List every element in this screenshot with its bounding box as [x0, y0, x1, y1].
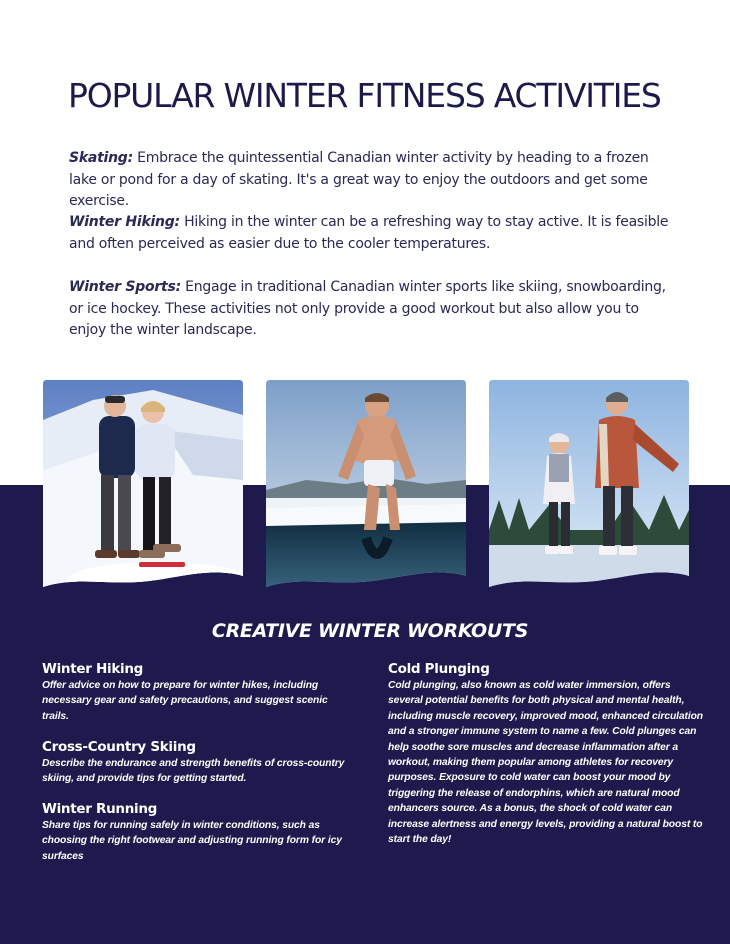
intro-text: Embrace the quintessential Canadian winter activity by heading to a frozen lake or pond for a day of skating. It's a great way to enjoy the outdoors and get some exercise. — [69, 150, 649, 209]
workout-text: Offer advice on how to prepare for winter hikes, including necessary gear and safety precautions, and suggest scenic trails. — [42, 680, 328, 722]
workout-title: Cross-Country Skiing — [42, 739, 196, 755]
intro-winter-hiking — [69, 212, 669, 255]
intro-skating — [69, 148, 669, 213]
photo-snowshoeing — [43, 380, 243, 592]
workout-text: Describe the endurance and strength benefits of cross-country skiing, and provide tips for getting started. — [42, 758, 345, 785]
intro-text: Engage in traditional Canadian winter sports like skiing, snowboarding, or ice hockey. These activities not only provide a good workout but also allow you to enjoy the winter landscape. — [69, 279, 666, 338]
intro-lead: Skating: — [69, 150, 133, 166]
intro-winter-sports — [69, 277, 669, 342]
workout-title: Cold Plunging — [388, 661, 490, 677]
workout-winter-hiking — [42, 661, 352, 724]
workout-winter-running — [42, 801, 352, 864]
workout-title: Winter Hiking — [42, 661, 144, 677]
photo-skating — [489, 380, 689, 592]
intro-lead: Winter Sports: — [69, 279, 181, 295]
intro-text: Hiking in the winter can be a refreshing way to stay active. It is feasible and often perceived as easier due to the cooler temperatures. — [69, 214, 669, 252]
page-title: POPULAR WINTER FITNESS ACTIVITIES — [68, 76, 661, 115]
workout-text: Cold plunging, also known as cold water immersion, offers several potential benefits for both physical and mental health, including muscle recovery, improved mood, enhanced circulation and a stronger immune system to name a few. Cold plunges can help soothe sore muscles and decrease inflammation after a workout, making them popular among athletes for recovery purposes. Exposure to cold water can boost your mood by triggering the release of endorphins, which are natural mood enhancers source. As a bonus, the shock of cold water can increase alertness and energy levels, providing a natural boost to start the day! — [388, 680, 703, 846]
workout-cross-country-skiing — [42, 739, 352, 787]
workout-title: Winter Running — [42, 801, 158, 817]
intro-lead: Winter Hiking: — [69, 214, 180, 230]
workout-cold-plunging — [388, 661, 706, 847]
section-title: CREATIVE WINTER WORKOUTS — [211, 620, 529, 642]
workout-text: Share tips for running safely in winter conditions, such as choosing the right footwear and adjusting running form for icy surfaces — [42, 820, 342, 862]
photo-cold-plunge — [266, 380, 466, 592]
